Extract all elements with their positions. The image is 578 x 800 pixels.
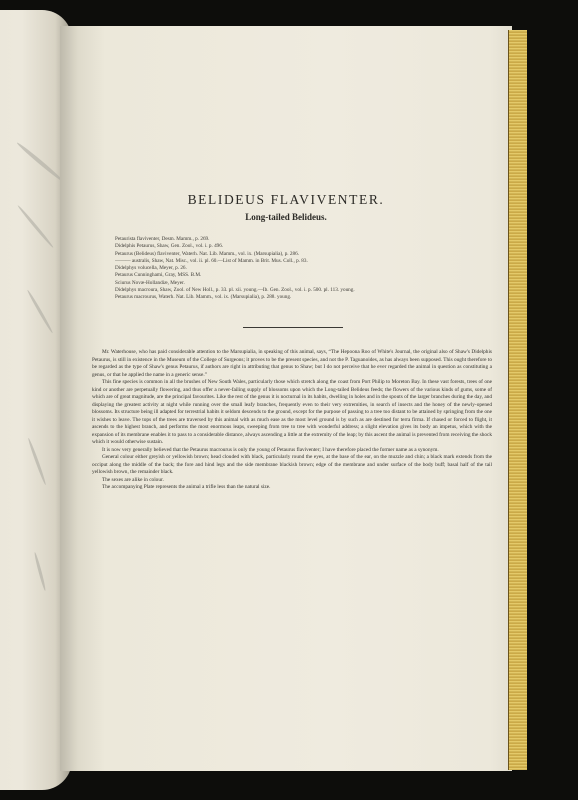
body-paragraph: General colour either greyish or yellowish brown; head clouded with black, particularly round the eyes, at the base of the ear, on the muzzle and chin; a black mark extends from the occiput along the middle of the back; the fore and hind legs and the side membrane blackish brown; edge of the membrane and under surface of the body buff; basal half of the tail yellowish brown, the remainder black. bbox=[92, 454, 492, 475]
synonym-line: Petaurista flaviventer, Desm. Mamm., p. 269. bbox=[115, 236, 210, 242]
synonymy-list bbox=[115, 236, 475, 302]
plate-illustration-fragment bbox=[26, 289, 54, 334]
body-paragraph: Mr. Waterhouse, who has paid considerable attention to the Marsupialia, in speaking of this animal, says, “The Hepoona Roo of White's Journal, the original also of Shaw's Didelphis Petaurus, is still in existence in the Museum of the College of Surgeons; it proves to be the present species, and not the P. Taguanoides, as has always been supposed. This ought therefore to be regarded as the type of Shaw's genus Petaurus, if authors are right in attributing that genus to Shaw; but I do not perceive that he ever regarded the animal in question as constituting a genus, or that he applied the name in a generic sense.” bbox=[92, 349, 492, 378]
body-paragraph: This fine species is common in all the brushes of New South Wales, particularly those which stretch along the coast from Port Philip to Moreton Bay. In these vast forests, trees of one kind or another are perpetually flowering, and thus offer a never-failing supply of blossoms upon which the Long-tailed Belideus feeds; the flowers of the various kinds of gums, some of which are of great magnitude, are the principal favourites. Like the rest of the genus it is nocturnal in its habits, dwelling in holes and in the spouts of the larger branches during the day, and displaying the greatest activity at night while running over the small leafy branches, frequently even to their very extremities, in search of insects and the honey of the newly-opened blossoms. Its structure being ill adapted for terrestrial habits it seldom descends to the ground, except for the purpose of passing to a tree too distant to be attained by springing from the one it wishes to leave. The tops of the trees are traversed by this animal with as much ease as the most level ground is by such as are destined for terra firma. If chased or forced to flight, it ascends to the highest branch, and performs the most enormous leaps, sweeping from tree to tree with wonderful address; a slight elevation gives its body an impetus, which with the expansion of its membrane enables it to pass to a considerable distance, always ascending a little at the extremity of the leap; by this ascent the animal is prevented from receiving the shock which it would otherwise sustain. bbox=[92, 379, 492, 445]
plate-illustration-fragment bbox=[27, 437, 47, 485]
synonym-line: Petaurus macrourus, Waterh. Nat. Lib. Mamm., vol. ix. (Marsupialia), p. 288. young. bbox=[115, 294, 292, 301]
section-divider bbox=[243, 327, 343, 328]
synonym-line: Didelphys volucella, Meyer, p. 26. bbox=[115, 265, 187, 272]
gilt-page-edge bbox=[508, 30, 527, 770]
body-text bbox=[92, 349, 492, 492]
page-subtitle: Long-tailed Belideus. bbox=[245, 212, 327, 222]
synonym-line: Didelphys macroura, Shaw, Zool. of New Holl., p. 33. pl. xii. young.—Ib. Gen. Zool., vol. i. p. 500. pl. 113. young. bbox=[115, 287, 355, 294]
plate-illustration-fragment bbox=[16, 141, 65, 183]
synonym-line: ——— australis, Shaw, Nat. Misc., vol. ii. pl. 60.—List of Mamm. in Brit. Mus. Coll., p. 83. bbox=[115, 257, 308, 264]
synonym-line: Petaurus Cunninghami, Gray, MSS. B.M. bbox=[115, 272, 202, 279]
synonym-line: Sciurus Novæ-Hollandiæ, Meyer. bbox=[115, 279, 185, 286]
body-paragraph: It is now very generally believed that the Petaurus macrourus is only the young of Petaurus flaviventer; I have therefore placed the former name as a synonym. bbox=[102, 446, 439, 453]
synonym-line: Didelphis Petaurus, Shaw, Gen. Zool., vol. i. p. 496. bbox=[115, 243, 224, 250]
body-paragraph: The sexes are alike in colour. bbox=[102, 476, 164, 483]
page-title: BELIDEUS FLAVIVENTER. bbox=[187, 192, 385, 207]
synonym-line: Petaurus (Belideus) flaviventer, Waterh. Nat. Lib. Mamm., vol. ix. (Marsupialia), p. 286. bbox=[115, 250, 299, 257]
plate-illustration-fragment bbox=[17, 204, 55, 248]
body-paragraph: The accompanying Plate represents the animal a trifle less than the natural size. bbox=[102, 484, 271, 490]
plate-illustration-fragment bbox=[33, 552, 46, 591]
